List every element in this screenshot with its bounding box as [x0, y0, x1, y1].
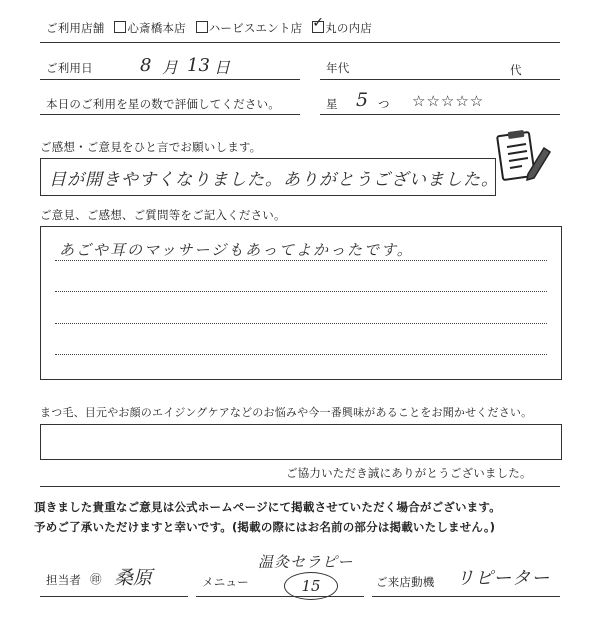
motive-label: ご来店動機 [376, 575, 435, 589]
menu-number: 15 [301, 577, 321, 595]
staff-seal-mark: ㊞ [90, 572, 102, 586]
rating-question: 本日のご利用を星の数で評価してください。 [46, 97, 280, 111]
menu-label: メニュー [202, 575, 249, 589]
impression-box[interactable] [40, 158, 499, 196]
impression-prompt: ご感想・ご意見をひと言でお願いします。 [40, 140, 262, 154]
opinion-answer: あごや耳のマッサージもあってよかったです。 [59, 241, 414, 259]
staff-underline [40, 596, 188, 597]
store-option-marunouchi[interactable]: ✓ 丸の内店 [312, 15, 372, 35]
date-underline [40, 79, 300, 80]
store-label: ご利用店舗 [46, 21, 105, 35]
divider [40, 486, 560, 487]
store-row [46, 15, 372, 36]
age-label: 年代 [326, 61, 350, 75]
writing-line [55, 260, 547, 261]
menu-value[interactable]: 温灸セラピー [258, 553, 354, 571]
motive-value[interactable]: リピーター [456, 568, 551, 589]
store-option-herbis-ent[interactable]: ハービスエント店 [196, 21, 306, 35]
rating-value[interactable]: 5 [356, 89, 369, 111]
writing-line [55, 291, 547, 292]
rating-unit: つ [378, 97, 390, 111]
menu-underline [196, 596, 364, 597]
age-unit: 代 [510, 63, 522, 77]
staff-label: 担当者 [46, 573, 82, 587]
rating-underline [40, 114, 300, 115]
checkbox[interactable] [114, 21, 126, 33]
age-underline [320, 79, 560, 80]
notice-line-1: 頂きました貴重なご意見は公式ホームページにて掲載させていただく場合がございます。 [34, 500, 501, 514]
visit-day-unit: 日 [214, 58, 231, 77]
store-option-shinsaibashi[interactable]: 心斎橋本店 [114, 21, 189, 35]
aging-box[interactable] [40, 424, 562, 460]
clipboard-pen-icon [494, 128, 554, 184]
writing-line [55, 354, 547, 355]
thanks-text: ご協力いただき誠にありがとうございました。 [286, 466, 532, 480]
motive-underline [372, 596, 560, 597]
notice-line-2: 予めご了承いただけますと幸いです。(掲載の際にはお名前の部分は掲載いたしません。) [34, 520, 496, 534]
star-underline [320, 114, 560, 115]
checkbox-checked[interactable] [312, 15, 325, 33]
visit-month-unit: 月 [162, 58, 179, 77]
visit-day[interactable]: 13 [187, 55, 210, 76]
rating-star-label: 星 [326, 97, 338, 111]
writing-line [55, 323, 547, 324]
divider [40, 42, 560, 43]
visit-month[interactable]: 8 [140, 55, 152, 76]
aging-prompt: まつ毛、目元やお顔のエイジングケアなどのお悩みや今一番興味があることをお聞かせください。 [40, 406, 533, 419]
checkbox[interactable] [196, 21, 208, 33]
staff-name[interactable]: 桑原 [114, 567, 153, 589]
impression-answer: 目が開きやすくなりました。ありがとうございました。 [49, 170, 499, 190]
rating-stars: ☆☆☆☆☆ [412, 92, 485, 110]
opinion-box[interactable] [40, 226, 562, 380]
check-mark-icon: ✓ [312, 15, 325, 31]
opinion-prompt: ご意見、ご感想、ご質問等をご記入ください。 [40, 208, 286, 222]
visit-date-label: ご利用日 [46, 61, 93, 75]
